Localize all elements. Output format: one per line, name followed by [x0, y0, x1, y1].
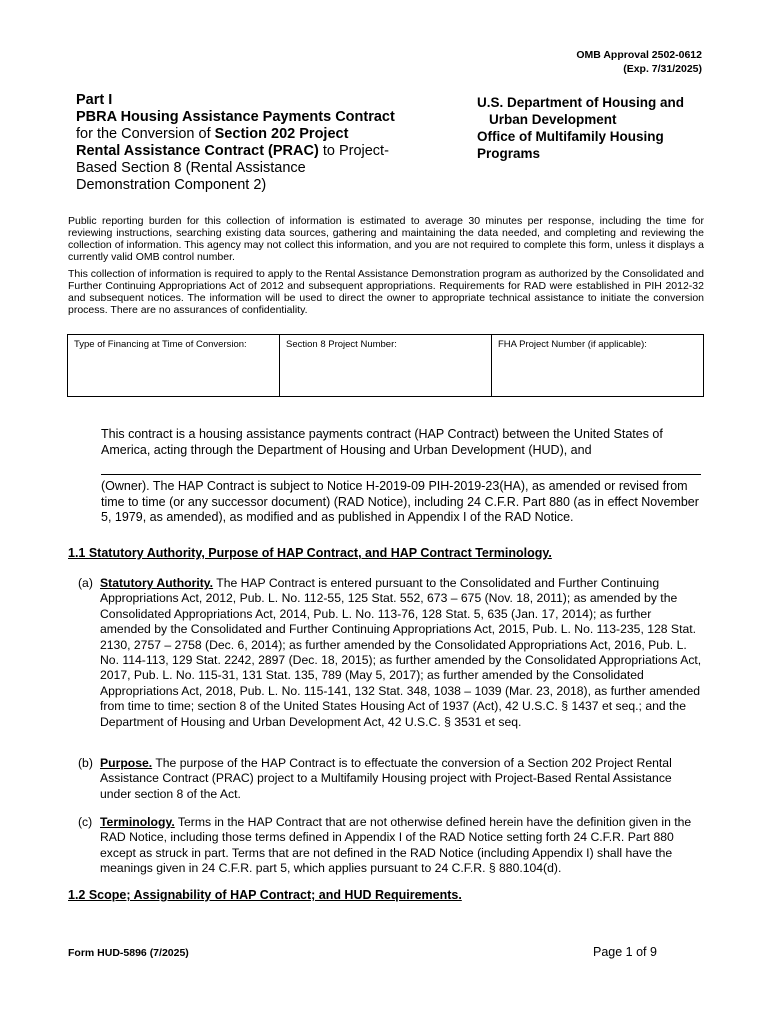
title-line-4: Based Section 8 (Rental Assistance	[76, 160, 306, 176]
omb-approval	[576, 48, 702, 76]
page-number: Page 1 of 9	[593, 945, 657, 959]
section-1-1-heading: 1.1 Statutory Authority, Purpose of HAP Contract, and HAP Contract Terminology.	[68, 546, 552, 560]
agency-block	[477, 94, 717, 162]
omb-number: OMB Approval 2502-0612	[576, 49, 702, 61]
omb-expiration: (Exp. 7/31/2025)	[623, 63, 702, 75]
intro-text-1: This contract is a housing assistance payments contract (HAP Contract) between the United States of America, acting through the Department of Housing and Urban Development (HUD), and	[101, 427, 663, 457]
item-a-text: The HAP Contract is entered pursuant to the Consolidated and Further Continuing Appropriations Act, 2012, Pub. L. No. 112-55, 125 Stat. 552, 673 – 675 (Nov. 18, 2011); as amended by the Consolidated Appropriations Act, 2014, Pub. L. No. 113-76, 128 Stat. 5, 635 (Jan. 17, 2014); as further amended by the Consolidated and Further Continuing Appropriations Act, 2015, Pub. L. No. 113-235, 128 Stat. 2130, 2757 – 2758 (Dec. 6, 2014); as further amended by the Consolidated Appropriations Act, 2016, Pub. L. No. 114-113, 129 Stat. 2242, 2897 (Dec. 18, 2015); as further amended by the Consolidated Appropriations Act, 2017, Pub. L. No. 115-31, 131 Stat. 135, 789 (May 5, 2017); as further amended by the Consolidated Appropriations Act, 2018, Pub. L. No. 115-141, 132 Stat. 348, 1038 – 1039 (Mar. 23, 2018), as further amended from time to time; section 8 of the United States Housing Act of 1937 (Act), 42 U.S.C. § 1437 et seq.; and the Department of Housing and Urban Development Act, 42 U.S.C. § 3531 et seq.	[100, 576, 702, 729]
item-a-heading: Statutory Authority.	[100, 576, 214, 590]
title-line-3-text: to Project-	[318, 143, 389, 159]
financing-type-field[interactable]	[68, 335, 280, 397]
contract-intro	[101, 427, 701, 526]
title-line-3-bold: Rental Assistance Contract (PRAC)	[76, 143, 319, 159]
agency-line-3: Office of Multifamily Housing	[477, 129, 664, 144]
fha-project-number-field[interactable]	[492, 335, 704, 397]
part-label: Part I	[76, 92, 113, 108]
burden-paragraph-1: Public reporting burden for this collection of information is estimated to average 30 minutes per response, including the time for reviewing instructions, searching existing data sources, gathering and maintaining the data needed, and completing and reviewing the collection of information. This agency may not collect this information, and you are not required to complete this form, unless it displays a currently valid OMB control number.	[68, 215, 704, 263]
agency-line-4: Programs	[477, 146, 541, 161]
item-c-label: (c)	[78, 815, 93, 829]
fha-project-number-label: FHA Project Number (if applicable):	[498, 339, 647, 350]
item-a-body	[100, 576, 704, 730]
item-c	[78, 815, 704, 877]
item-b-label: (b)	[78, 756, 93, 770]
title-line-2-bold: Section 202 Project	[214, 126, 349, 142]
item-a-label: (a)	[78, 576, 93, 590]
item-a	[78, 576, 704, 730]
title-line-3	[76, 143, 436, 160]
financing-table	[67, 334, 704, 397]
document-title	[76, 92, 436, 194]
section-1-2-heading: 1.2 Scope; Assignability of HAP Contract; and HUD Requirements.	[68, 888, 462, 902]
financing-type-label: Type of Financing at Time of Conversion:	[74, 339, 247, 350]
section8-project-number-field[interactable]	[280, 335, 492, 397]
burden-statement	[68, 215, 704, 321]
form-number: Form HUD-5896 (7/2025)	[68, 947, 189, 959]
item-b-text: The purpose of the HAP Contract is to effectuate the conversion of a Section 202 Project Rental Assistance Contract (PRAC) project to a Multifamily Housing project with Project-Based Rental Assistance under section 8 of the Act.	[100, 756, 672, 801]
title-line-5: Demonstration Component 2)	[76, 177, 267, 193]
agency-line-1: U.S. Department of Housing and	[477, 95, 685, 110]
item-b-heading: Purpose.	[100, 756, 153, 770]
section8-project-number-label: Section 8 Project Number:	[286, 339, 397, 350]
item-c-body	[100, 815, 704, 877]
agency-line-2: Urban Development	[489, 112, 617, 127]
owner-name-blank[interactable]	[101, 460, 701, 475]
item-b	[78, 756, 704, 802]
item-b-body	[100, 756, 704, 802]
item-c-text: Terms in the HAP Contract that are not otherwise defined herein have the definition given in the RAD Notice, including those terms defined in Appendix I of the RAD Notice setting forth 24 C.F.R. Part 880 except as struck in part. Terms that are not defined in the RAD Notice (including Appendix I) shall have the meanings given in 24 C.F.R. part 5, which applies pursuant to 24 C.F.R. § 880.104(d).	[100, 815, 692, 876]
item-c-heading: Terminology.	[100, 815, 175, 829]
title-line-2-text: for the Conversion of	[76, 126, 215, 142]
burden-paragraph-2: This collection of information is required to apply to the Rental Assistance Demonstration program as authorized by the Consolidated and Further Continuing Appropriations Act of 2012 and subsequent appropriations. Requirements for RAD were established in PIH 2012-32 and subsequent notices. The information will be used to direct the owner to appropriate technical assistance to initiate the conversion process. There are no assurances of confidentiality.	[68, 268, 704, 316]
intro-text-2: (Owner). The HAP Contract is subject to Notice H-2019-09 PIH-2019-23(HA), as amended or revised from time to time (or any successor document) (RAD Notice), including 24 C.F.R. Part 880 (as in effect November 5, 1979, as amended), as modified and as published in Appendix I of the RAD Notice.	[101, 479, 699, 524]
title-line-2	[76, 126, 436, 143]
title-line-1: PBRA Housing Assistance Payments Contract	[76, 109, 395, 125]
